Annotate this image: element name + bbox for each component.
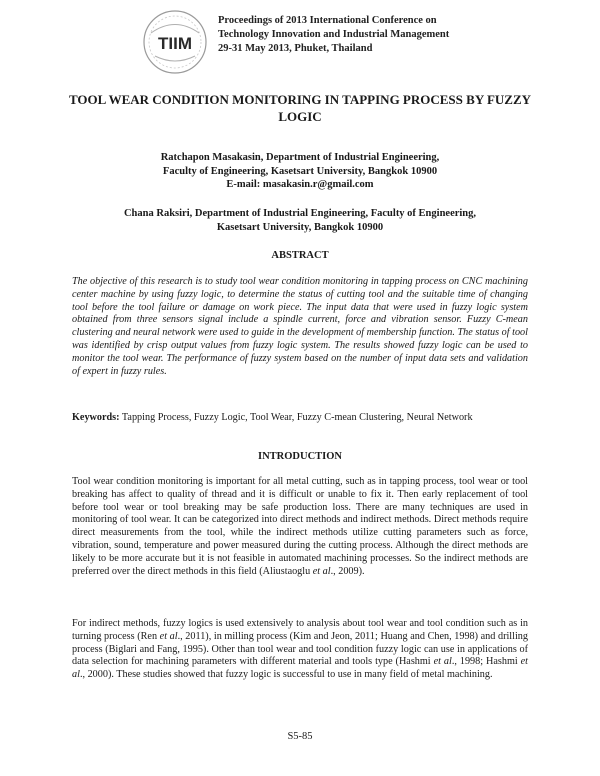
conference-line-1: Proceedings of 2013 International Conference on [218,15,437,26]
introduction-heading: INTRODUCTION [257,451,342,462]
p1-etal: et al [312,565,331,577]
keywords-text: Tapping Process, Fuzzy Logic, Tool Wear, Fuzzy C-mean Clustering, Neural Network [121,412,473,423]
keywords-label: Keywords: [72,412,120,423]
keywords [72,411,528,424]
author1-line2: Faculty of Engineering, Kasetsart University, Bangkok 10900 [162,165,438,177]
author2-line1: Chana Raksiri, Department of Industrial Engineering, Faculty of Engineering, [123,208,477,219]
intro-paragraph-2 [72,618,528,682]
p2-text-c: ., 1998; Hashmi [451,656,521,668]
logo-text: TIIM [158,34,192,53]
author-block-1 [60,151,540,192]
abstract-text: The objective of this research is to study tool wear condition monitoring in tapping process on CNC machining center machine by using fuzzy logic, to determine the status of cutting tool and the suitable time of changing tool before the tool failure or damage on work piece. The input data that were used in fuzzy logic system obtained from three sensors signal include a spindle current, force and vibration sensor. Fuzzy C-mean clustering and neural network were used to guide in the development of membership function. The status of tool was identified by crisp output values from fuzzy logic system. The results showed fuzzy logic can be used to monitor the tool wear. The performance of fuzzy system based on the number of input data sets and validation of expert in fuzzy rules. [72,276,528,377]
p2-text-a: For indirect methods, fuzzy logics is used extensively to analysis about tool wear and tool condition such as in turning process (Ren [72,618,528,642]
p2-etal-3: et al [72,656,529,681]
author1-line1: Ratchapon Masakasin, Department of Industrial Engineering, [160,152,440,163]
author2-line2: Kasetsart University, Bangkok 10900 [216,221,384,233]
p2-etal-1: et al [159,630,178,642]
tiim-logo [141,8,209,76]
author-block-2 [60,207,540,234]
conference-line-3: 29-31 May 2013, Phuket, Thailand [218,43,373,54]
abstract-heading: ABSTRACT [271,250,329,261]
paper-title: TOOL WEAR CONDITION MONITORING IN TAPPING PROCESS BY FUZZY LOGIC [68,92,532,124]
author1-email: E-mail: masakasin.r@gmail.com [226,179,374,190]
intro-paragraph-1 [72,476,528,578]
p2-text-b: ., 2011), in milling process (Kim and Jeon, 2011; Huang and Chen, 1998) and drilling process (Biglari and Fang, 1995). Other than tool wear and tool condition fuzzy logic can use in applications of data selection for machining parameters with different material and tools type (Hashmi [72,630,528,668]
p1-text-b: ., 2009). [330,565,365,577]
p2-etal-2: et al [433,656,452,668]
conference-header [218,14,449,56]
page-number: S5-85 [287,731,313,742]
conference-line-2: Technology Innovation and Industrial Management [218,29,450,40]
p1-text-a: Tool wear condition monitoring is important for all metal cutting, such as in tapping process, tool wear or tool breaking has affect to quality of thread and it is difficult or unable to fix it. Then early replacement of tool before tool wear or tool breaking may be safe production loss. There are many techniques are used in monitoring of tool wear. It can be categorized into direct methods and indirect methods. Direct methods require direct measurements from the tool, while the indirect methods utilize cutting parameters such as force, vibration, sound, temperature and power measured during the cutting process. Although the direct methods are likely to be more accurate but it is not feasible in automated machining processes. So the indirect methods are preferred over the direct methods in this field (Aliustaoglu [72,476,528,577]
p2-text-d: ., 2000). These studies showed that fuzzy logic is successful to use in many field of metal machining. [79,669,493,681]
